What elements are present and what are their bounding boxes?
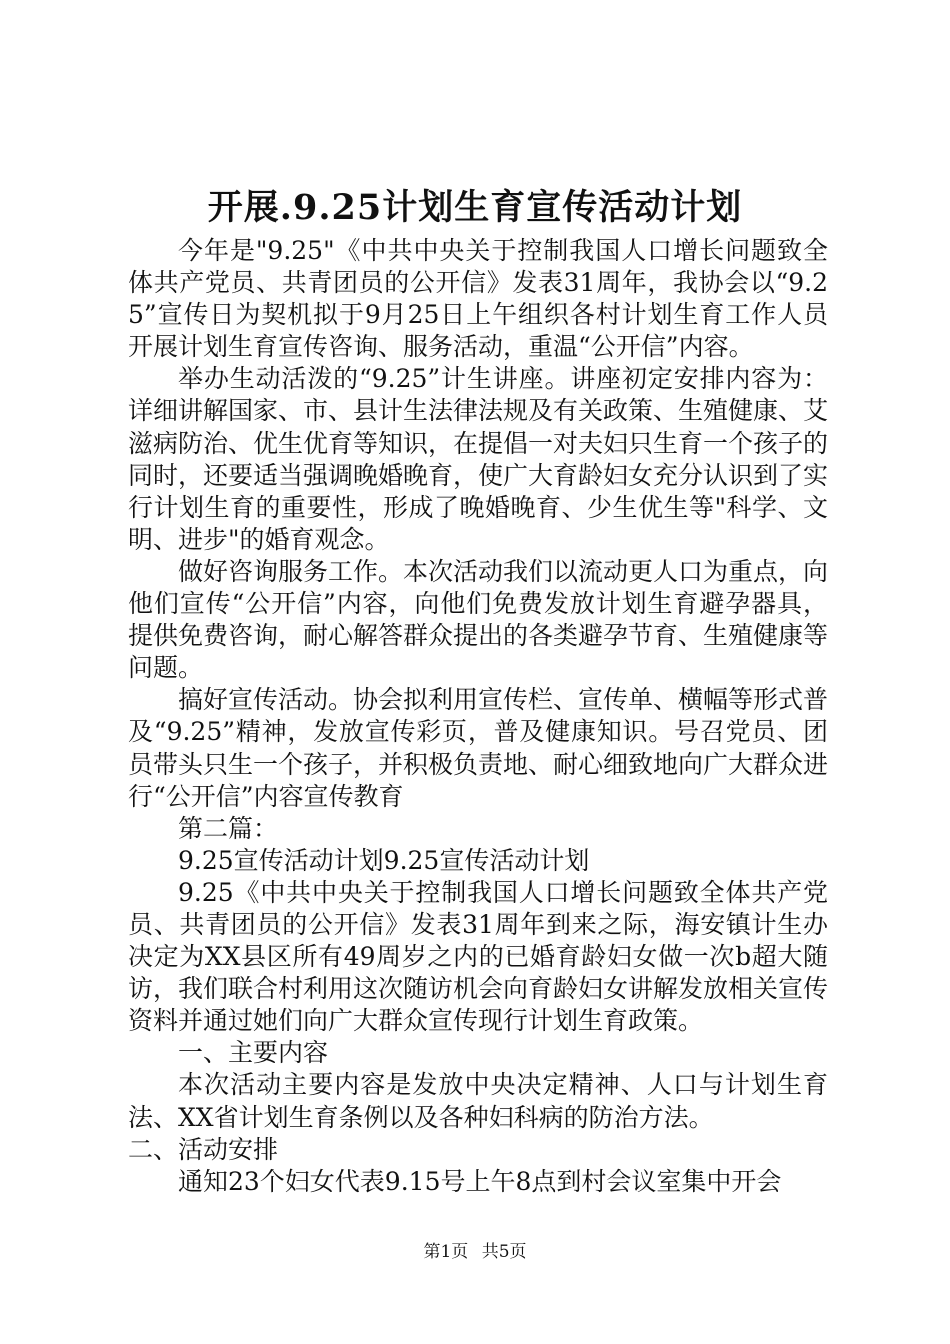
paragraph-arrangement: 通知23个妇女代表9.15号上午8点到村会议室集中开会 (178, 1166, 782, 1196)
document-body (128, 235, 828, 1198)
paragraph-part-two-intro: 9.25《中共中央关于控制我国人口增长问题致全体共产党员、共青团员的公开信》发表31周年到来之际，海安镇计生办决定为XX县区所有49周岁之内的已婚育龄妇女做一次b超大随访，我们联合村利用这次随访机会向育龄妇女讲解发放相关宣传资料并通过她们向广大群众宣传现行计划生育政策。 (128, 877, 829, 1036)
paragraph-consulting: 做好咨询服务工作。本次活动我们以流动更人口为重点，向他们宣传“公开信”内容，向他们免费发放计划生育避孕器具，提供免费咨询，耐心解答群众提出的各类避孕节育、生殖健康等问题。 (128, 556, 829, 683)
heading-main-content: 一、主要内容 (178, 1038, 329, 1068)
paragraph-intro: 今年是"9.25"《中共中央关于控制我国人口增长问题致全体共产党员、共青团员的公开信》发表31周年，我协会以“9.25”宣传日为契机拟于9月25日上午组织各村计划生育工作人员开展计划生育宣传咨询、服务活动，重温“公开信”内容。 (128, 236, 828, 362)
paragraph-main-content: 本次活动主要内容是发放中央决定精神、人口与计划生育法、XX省计划生育条例以及各种妇科病的防治方法。 (128, 1070, 828, 1132)
paragraph-publicity: 搞好宣传活动。协会拟利用宣传栏、宣传单、横幅等形式普及“9.25”精神，发放宣传彩页，普及健康知识。号召党员、团员带头只生一个孩子，并积极负责地、耐心细致地向广大群众进行“公开信”内容宣传教育 (128, 685, 829, 811)
page-footer (0, 1240, 950, 1264)
page-total: 共5页 (481, 1242, 527, 1262)
part-two-title: 9.25宣传活动计划9.25宣传活动计划 (178, 845, 590, 875)
page-number: 第1页 (423, 1242, 469, 1262)
section-heading-part-two: 第二篇： (178, 813, 279, 843)
paragraph-lecture: 举办生动活泼的“9.25”计生讲座。讲座初定安排内容为：详细讲解国家、市、县计生法律法规及有关政策、生殖健康、艾滋病防治、优生优育等知识，在提倡一对夫妇只生育一个孩子的同时，还要适当强调晚婚晚育，使广大育龄妇女充分认识到了实行计划生育的重要性，形成了晚婚晚育、少生优生等"科学、文明、进步"的婚育观念。 (128, 364, 829, 554)
document-title: 开展.9.25计划生育宣传活动计划 (207, 187, 743, 228)
heading-arrangement: 二、活动安排 (128, 1134, 279, 1164)
